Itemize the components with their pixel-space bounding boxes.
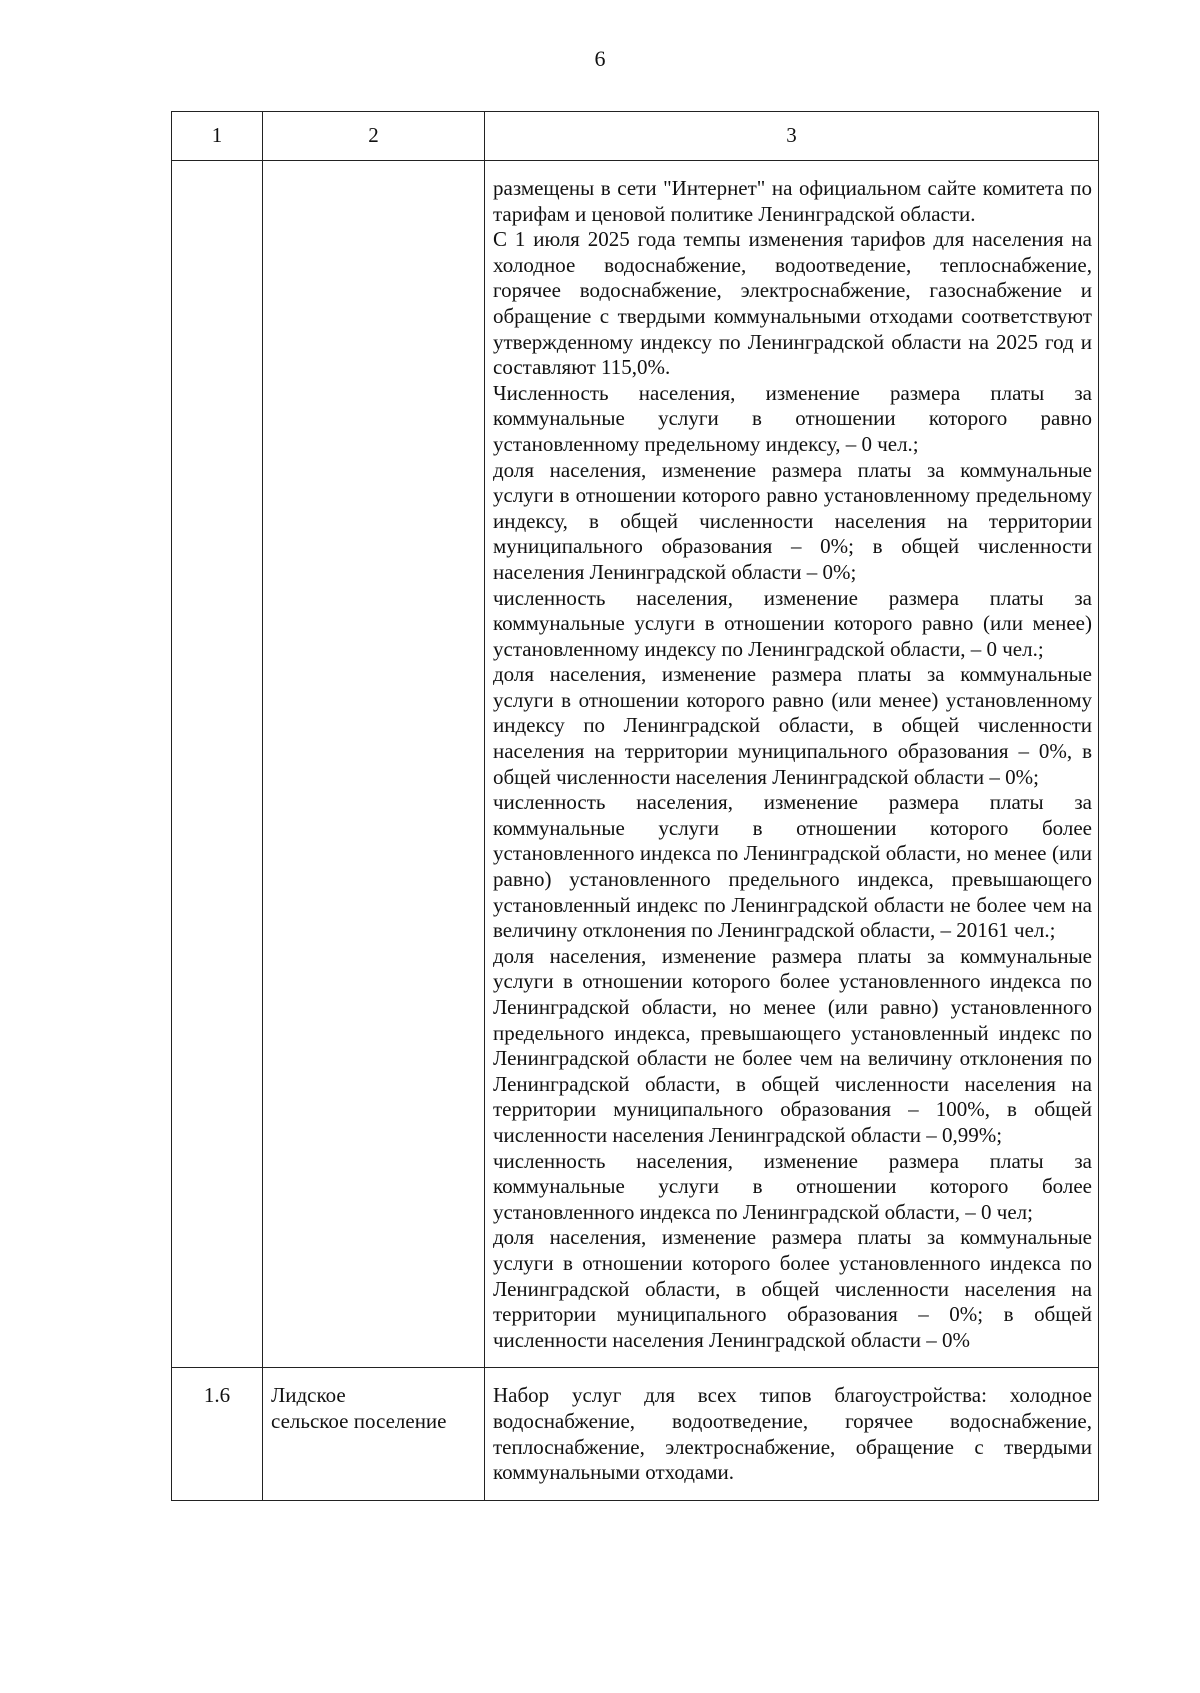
paragraph: доля населения, изменение размера платы за коммунальные услуги в отношении которого более установленного индекса по Ленинградской области, в общей численности населения на территории муниципального образования – 0%; в общей численности населения Ленинградской области – 0% xyxy=(493,1225,1092,1352)
paragraph: доля населения, изменение размера платы за коммунальные услуги в отношении которого равно (или менее) установленному индексу по Ленинградской области, в общей численности населения на территории муниципального образования – 0%, в общей численности населения Ленинградской области – 0%; xyxy=(493,662,1092,789)
settlement-name xyxy=(263,1368,485,1500)
page-number: 6 xyxy=(594,46,606,71)
settlement-name-line1: Лидское xyxy=(271,1383,346,1408)
paragraph: численность населения, изменение размера платы за коммунальные услуги в отношении которого более установленного индекса по Ленинградской области, но менее (или равно) установленного предельного индекса, превышающего установленный индекс по Ленинградской области не более чем на величину отклонения по Ленинградской области, – 20161 чел.; xyxy=(493,790,1092,943)
column-header-2: 2 xyxy=(263,112,485,161)
paragraph: размещены в сети "Интернет" на официальном сайте комитета по тарифам и ценовой политике Ленинградской области. xyxy=(493,176,1092,226)
services-text: Набор услуг для всех типов благоустройства: холодное водоснабжение, водоотведение, горячее водоснабжение, теплоснабжение, электроснабжение, обращение с твердыми коммунальными отходами. xyxy=(493,1383,1092,1485)
empty-cell-number xyxy=(172,161,263,1368)
column-header-3: 3 xyxy=(485,112,1099,161)
paragraph: С 1 июля 2025 года темпы изменения тарифов для населения на холодное водоснабжение, водоотведение, теплоснабжение, горячее водоснабжение, электроснабжение, газоснабжение и обращение с твердыми коммунальными отходами соответствуют утвержденному индексу по Ленинградской области на 2025 год и составляют 115,0%. xyxy=(493,227,1092,380)
services-cell xyxy=(485,1368,1099,1500)
paragraph: численность населения, изменение размера платы за коммунальные услуги в отношении которого более установленного индекса по Ленинградской области, – 0 чел; xyxy=(493,1148,1092,1224)
table-header-row xyxy=(172,112,1099,161)
table-row-continued xyxy=(172,161,1099,1368)
empty-cell-name xyxy=(263,161,485,1368)
paragraph: доля населения, изменение размера платы за коммунальные услуги в отношении которого более установленного индекса по Ленинградской области, но менее (или равно) установленного предельного индекса, превышающего установленный индекс по Ленинградской области не более чем на величину отклонения по Ленинградской области, в общей численности населения на территории муниципального образования – 100%, в общей численности населения Ленинградской области – 0,99%; xyxy=(493,943,1092,1147)
table-row-1-6 xyxy=(172,1368,1099,1500)
row-number: 1.6 xyxy=(172,1368,263,1500)
paragraph: численность населения, изменение размера платы за коммунальные услуги в отношении которого равно (или менее) установленному индексу по Ленинградской области, – 0 чел.; xyxy=(493,585,1092,661)
column-header-1: 1 xyxy=(172,112,263,161)
paragraph: доля населения, изменение размера платы за коммунальные услуги в отношении которого равно установленному предельному индексу, в общей численности населения на территории муниципального образования – 0%; в общей численности населения Ленинградской области – 0%; xyxy=(493,457,1092,584)
paragraph: Численность населения, изменение размера платы за коммунальные услуги в отношении которого равно установленному предельному индексу, – 0 чел.; xyxy=(493,380,1092,456)
document-table xyxy=(171,111,1099,1501)
description-cell xyxy=(485,161,1099,1368)
settlement-name-line2: сельское поселение xyxy=(271,1408,447,1433)
